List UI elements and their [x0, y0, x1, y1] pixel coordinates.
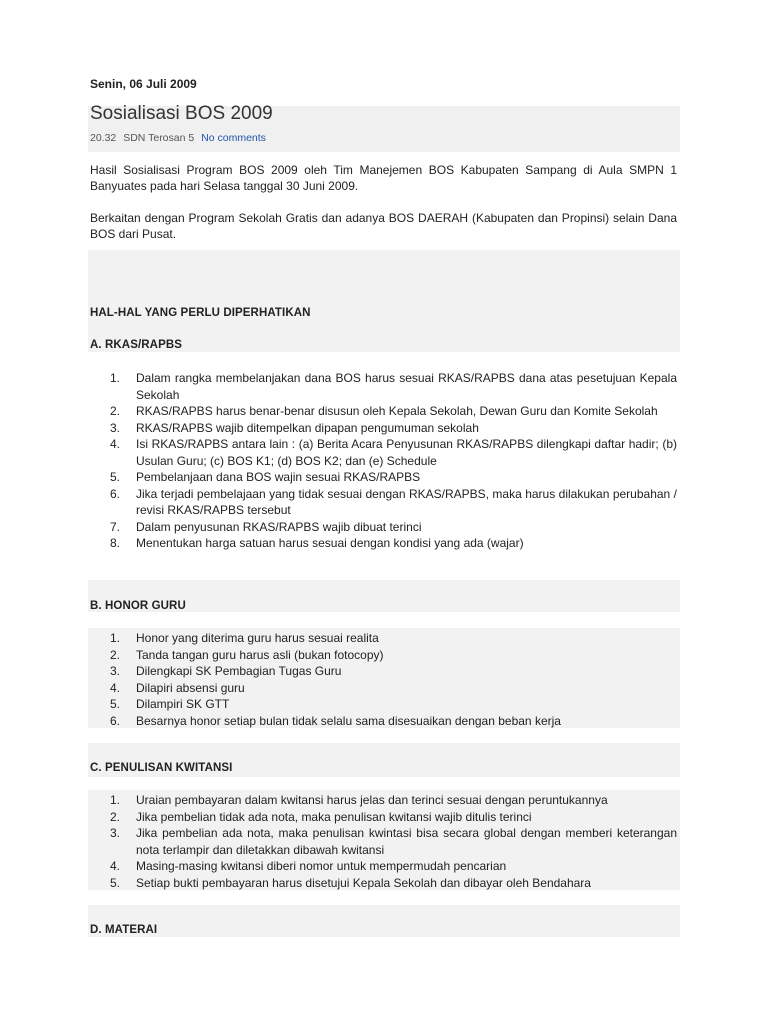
list-item: 6. Besarnya honor setiap bulan tidak selalu sama disesuaikan dengan beban kerja — [110, 713, 561, 728]
post-author: SDN Terosan 5 — [123, 132, 195, 144]
list-item: 5. Setiap bukti pembayaran harus disetujui Kepala Sekolah dan dibayar oleh Bendahara — [110, 875, 591, 890]
band-6 — [88, 905, 680, 937]
list-item: 7. Dalam penyusunan RKAS/RAPBS wajib dibuat terinci — [110, 519, 422, 534]
list-item: 2. RKAS/RAPBS harus benar-benar disusun oleh Kepala Sekolah, Dewan Guru dan Komite Sekolah — [110, 404, 658, 418]
section-heading-a: A. RKAS/RAPBS — [90, 339, 183, 351]
list-item: 1. Honor yang diterima guru harus sesuai realita — [110, 631, 379, 645]
list-item: 6. Jika terjadi pembelajaan yang tidak sesuai dengan RKAS/RAPBS, maka harus dilakukan perubahan / revisi RKAS/RAPBS tersebut — [110, 486, 677, 517]
list-item: 3. RKAS/RAPBS wajib ditempelkan dipapan pengumuman sekolah — [110, 420, 479, 435]
list-item: 4. Isi RKAS/RAPBS antara lain : (a) Berita Acara Penyusunan RKAS/RAPBS dilengkapi daftar hadir; (b) Usulan Guru; (c) BOS K1; (d) BOS K2; dan (e) Schedule — [110, 437, 677, 468]
list-item: 3. Jika pembelian ada nota, maka penulisan kwintasi bisa secara global dengan memberi keterangan nota terlampir dan diletakkan dibawah kwitansi — [110, 826, 677, 857]
list-item: 2. Tanda tangan guru harus asli (bukan fotocopy) — [110, 647, 384, 662]
comments-link[interactable]: No comments — [201, 132, 266, 144]
list-kwitansi — [90, 792, 677, 891]
post-title: Sosialisasi BOS 2009 — [90, 103, 273, 124]
post-time: 20.32 — [90, 132, 117, 144]
list-item: 1. Dalam rangka membelanjakan dana BOS harus sesuai RKAS/RAPBS dana atas pesetujuan Kepala Sekolah — [110, 371, 677, 402]
list-item: 1. Uraian pembayaran dalam kwitansi harus jelas dan terinci sesuai dengan peruntukannya — [110, 793, 608, 807]
list-item: 5. Pembelanjaan dana BOS wajin sesuai RKAS/RAPBS — [110, 470, 421, 484]
list-item: 5. Dilampiri SK GTT — [110, 697, 230, 711]
paragraph-intro: Hasil Sosialisasi Program BOS 2009 oleh Tim Manejemen BOS Kabupaten Sampang di Aula SMPN 1 Banyuates pada hari Selasa tanggal 30 Juni 2009. — [90, 163, 677, 193]
list-item: 2. Jika pembelian tidak ada nota, maka penulisan kwitansi wajib ditulis terinci — [110, 809, 532, 824]
list-item: 4. Masing-masing kwitansi diberi nomor untuk mempermudah pencarian — [110, 859, 507, 873]
section-heading-b: B. HONOR GURU — [90, 600, 186, 612]
list-item: 4. Dilapiri absensi guru — [110, 680, 245, 695]
post-date: Senin, 06 Juli 2009 — [90, 77, 197, 91]
band-1 — [88, 250, 680, 352]
section-heading-d: D. MATERAI — [90, 924, 158, 936]
paragraph-context: Berkaitan dengan Program Sekolah Gratis dan adanya BOS DAERAH (Kabupaten dan Propinsi) selain Dana BOS dari Pusat. — [90, 211, 677, 241]
list-honor — [90, 630, 677, 729]
post-meta — [90, 132, 266, 144]
main-heading: HAL-HAL YANG PERLU DIPERHATIKAN — [90, 307, 311, 319]
list-rkas — [90, 370, 677, 552]
list-item: 8. Menentukan harga satuan harus sesuai dengan kondisi yang ada (wajar) — [110, 536, 524, 550]
list-item: 3. Dilengkapi SK Pembagian Tugas Guru — [110, 664, 342, 678]
section-heading-c: C. PENULISAN KWITANSI — [90, 762, 233, 774]
